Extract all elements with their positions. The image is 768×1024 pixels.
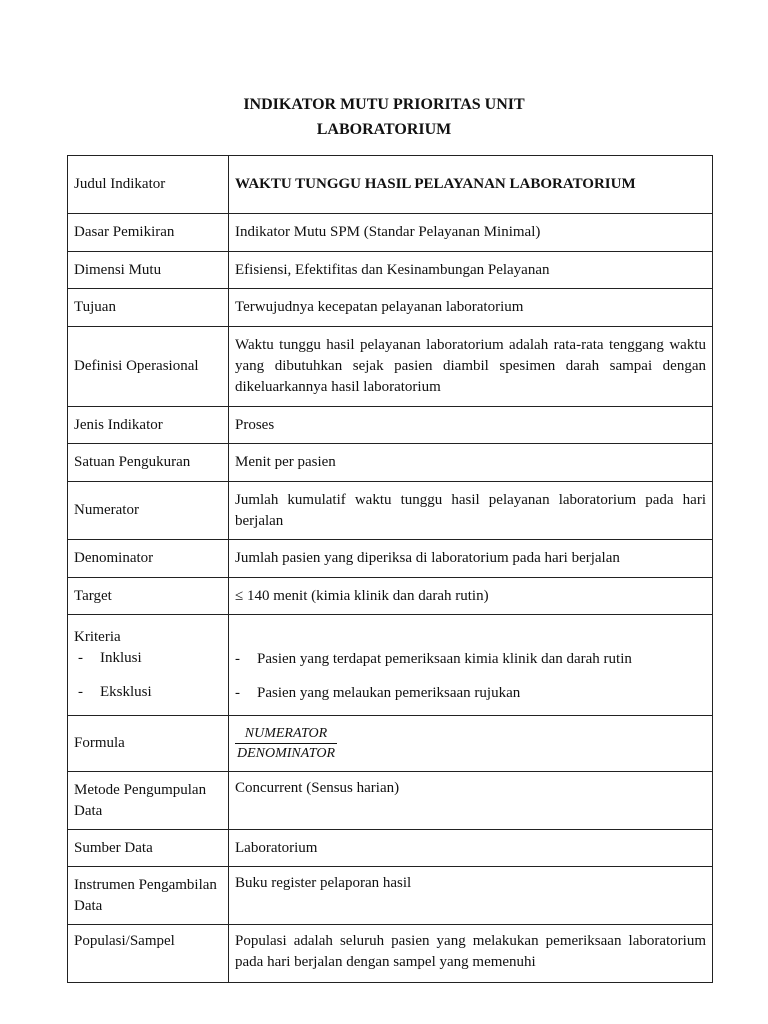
- row-dasar-pemikiran: [68, 214, 713, 252]
- value-inklusi: Pasien yang terdapat pemeriksaan kimia klinik dan darah rutin: [257, 650, 632, 667]
- value-instrumen-pengambilan-data: Buku register pelaporan hasil: [229, 867, 713, 925]
- document-title: [0, 92, 768, 142]
- row-kriteria: [68, 615, 713, 716]
- value-dasar-pemikiran: Indikator Mutu SPM (Standar Pelayanan Minimal): [229, 214, 713, 252]
- dash-marker: -: [78, 684, 83, 700]
- value-target: ≤ 140 menit (kimia klinik dan darah rutin): [229, 578, 713, 615]
- title-line-1: INDIKATOR MUTU PRIORITAS UNIT: [243, 96, 525, 113]
- row-judul-indikator: [68, 156, 713, 214]
- value-eksklusi-item: [235, 683, 706, 704]
- label-tujuan: Tujuan: [68, 289, 229, 327]
- formula-fraction: [235, 724, 337, 763]
- row-target: [68, 578, 713, 615]
- value-definisi-operasional: Waktu tunggu hasil pelayanan laboratorium adalah rata-rata tenggang waktu yang dibutuhkan sejak pasien diambil spesimen darah sampai dengan dikeluarkannya hasil laboratorium: [229, 327, 713, 407]
- label-satuan-pengukuran: Satuan Pengukuran: [68, 444, 229, 482]
- value-jenis-indikator: Proses: [229, 407, 713, 444]
- label-metode-pengumpulan-data: Metode Pengumpulan Data: [68, 772, 229, 830]
- value-populasi-sampel-cell: [229, 925, 713, 983]
- row-dimensi-mutu: [68, 252, 713, 289]
- label-denominator: Denominator: [68, 540, 229, 578]
- label-kriteria: Kriteria: [74, 629, 121, 645]
- dash-marker: -: [235, 684, 240, 701]
- formula-denominator: DENOMINATOR: [237, 745, 335, 761]
- row-populasi-sampel: [68, 925, 713, 983]
- value-denominator: Jumlah pasien yang diperiksa di laboratorium pada hari berjalan: [229, 540, 713, 578]
- label-formula: Formula: [68, 716, 229, 772]
- value-sumber-data: Laboratorium: [229, 830, 713, 867]
- value-inklusi-item: [235, 649, 706, 670]
- row-sumber-data: [68, 830, 713, 867]
- value-kriteria-cell: [229, 615, 713, 716]
- row-satuan-pengukuran: [68, 444, 713, 482]
- value-eksklusi: Pasien yang melaukan pemeriksaan rujukan: [257, 684, 521, 701]
- value-judul-indikator: WAKTU TUNGGU HASIL PELAYANAN LABORATORIUM: [229, 156, 713, 214]
- label-judul-indikator: Judul Indikator: [68, 156, 229, 214]
- label-populasi-sampel: Populasi/Sampel: [68, 925, 229, 983]
- label-instrumen-pengambilan-data: Instrumen Pengambilan Data: [68, 867, 229, 925]
- value-tujuan: Terwujudnya kecepatan pelayanan laboratorium: [229, 289, 713, 327]
- value-formula-cell: [229, 716, 713, 772]
- kriteria-inklusi-item: [74, 648, 222, 669]
- row-formula: [68, 716, 713, 772]
- row-tujuan: [68, 289, 713, 327]
- value-populasi-sampel: Populasi adalah seluruh pasien yang melakukan pemeriksaan laboratorium pada hari berjalan dengan sampel yang memenuhi: [235, 933, 706, 970]
- label-dasar-pemikiran: Dasar Pemikiran: [68, 214, 229, 252]
- label-inklusi: Inklusi: [100, 650, 142, 666]
- row-jenis-indikator: [68, 407, 713, 444]
- value-satuan-pengukuran: Menit per pasien: [229, 444, 713, 482]
- row-numerator: [68, 482, 713, 540]
- row-denominator: [68, 540, 713, 578]
- value-numerator: Jumlah kumulatif waktu tunggu hasil pelayanan laboratorium pada hari berjalan: [229, 482, 713, 540]
- label-eksklusi: Eksklusi: [100, 684, 152, 700]
- row-definisi-operasional: [68, 327, 713, 407]
- indicator-table: [67, 155, 713, 983]
- kriteria-eksklusi-item: [74, 682, 222, 703]
- row-metode-pengumpulan-data: [68, 772, 713, 830]
- dash-marker: -: [235, 650, 240, 667]
- label-sumber-data: Sumber Data: [68, 830, 229, 867]
- label-kriteria-cell: [68, 615, 229, 716]
- label-jenis-indikator: Jenis Indikator: [68, 407, 229, 444]
- value-dimensi-mutu: Efisiensi, Efektifitas dan Kesinambungan Pelayanan: [229, 252, 713, 289]
- dash-marker: -: [78, 650, 83, 666]
- label-dimensi-mutu: Dimensi Mutu: [68, 252, 229, 289]
- value-metode-pengumpulan-data: Concurrent (Sensus harian): [229, 772, 713, 830]
- row-instrumen-pengambilan-data: [68, 867, 713, 925]
- label-target: Target: [68, 578, 229, 615]
- label-numerator: Numerator: [68, 482, 229, 540]
- formula-numerator: NUMERATOR: [235, 724, 337, 744]
- title-line-2: LABORATORIUM: [316, 121, 452, 138]
- label-definisi-operasional: Definisi Operasional: [68, 327, 229, 407]
